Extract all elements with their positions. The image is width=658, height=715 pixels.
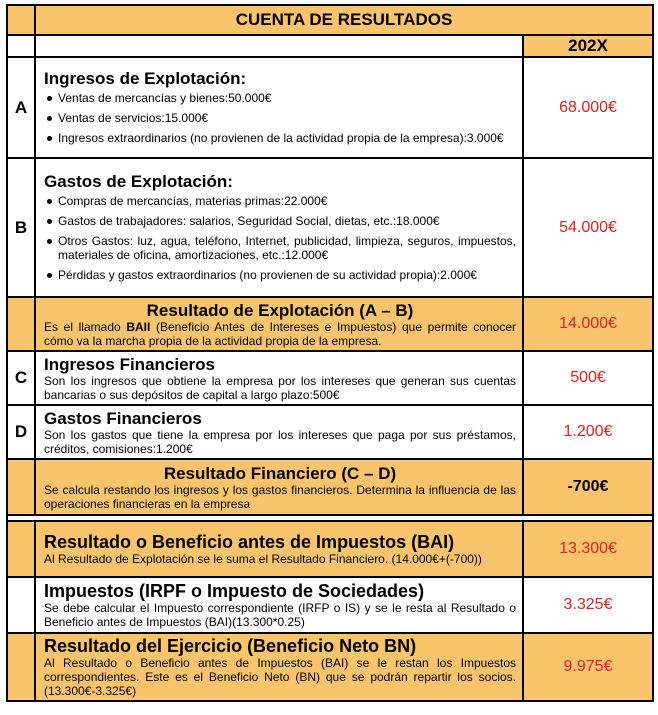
net-profit-amount: 9.975€ <box>523 633 653 701</box>
net-profit-cell <box>35 633 523 701</box>
financial-expenses-amount: 1.200€ <box>523 405 653 459</box>
table-title: CUENTA DE RESULTADOS <box>35 5 653 35</box>
letter-b: B <box>7 158 35 297</box>
financial-income-cell <box>35 351 523 405</box>
year-corner <box>7 35 35 57</box>
list-item: Ventas de mercancías y bienes:50.000€ <box>44 91 516 105</box>
row-financial-result <box>7 459 653 515</box>
list-item: Ingresos extraordinarios (no provienen de la actividad propia de la empresa):3.000€ <box>44 131 516 145</box>
taxes-text: Se debe calcular el Impuesto correspondiente (IRFP o IS) y se le resta al Resultado o Beneficio antes de Impuestos (BAI)(13.300*0.25) <box>44 601 516 629</box>
letter-c: C <box>7 351 35 405</box>
operating-expenses-amount: 54.000€ <box>523 158 653 297</box>
taxes-heading: Impuestos (IRPF o Impuesto de Sociedades) <box>44 581 425 601</box>
operating-income-cell <box>35 57 523 158</box>
row-c-financial-income <box>7 351 653 405</box>
letter-a: A <box>7 57 35 158</box>
baii-term: BAII <box>126 319 151 334</box>
row-taxes <box>7 577 653 633</box>
financial-result-heading: Resultado Financiero (C – D) <box>163 463 397 483</box>
row-d-financial-expenses <box>7 405 653 459</box>
operating-result-cell <box>35 297 523 351</box>
list-item: Otros Gastos: luz, agua, teléfono, Internet, publicidad, limpieza, seguros, impuestos, materiales de oficina, amortizaciones, etc.:12.000€ <box>44 234 516 262</box>
taxes-amount: 3.325€ <box>523 577 653 633</box>
net-profit-heading: Resultado del Ejercicio (Beneficio Neto BN) <box>44 636 417 656</box>
bai-text: Al Resultado de Explotación se le suma el Resultado Financiero. (14.000€+(-700)) <box>44 552 482 566</box>
financial-expenses-cell <box>35 405 523 459</box>
financial-income-amount: 500€ <box>523 351 653 405</box>
bai-amount: 13.300€ <box>523 521 653 577</box>
letter-d: D <box>7 405 35 459</box>
bai-cell <box>35 521 523 577</box>
operating-expenses-list <box>44 194 516 282</box>
operating-income-heading: Ingresos de Explotación: <box>44 69 247 88</box>
taxes-cell <box>35 577 523 633</box>
operating-result-amount: 14.000€ <box>523 297 653 351</box>
bai-heading: Resultado o Beneficio antes de Impuestos (BAI) <box>44 532 455 552</box>
row-net-profit <box>7 633 653 701</box>
operating-expenses-heading: Gastos de Explotación: <box>44 172 233 191</box>
operating-result-heading: Resultado de Explotación (A – B) <box>146 300 414 320</box>
operating-income-amount: 68.000€ <box>523 57 653 158</box>
row-b-operating-expenses <box>7 158 653 297</box>
operating-income-list <box>44 91 516 145</box>
title-corner <box>7 5 35 35</box>
financial-result-letter <box>7 459 35 515</box>
row-operating-result <box>7 297 653 351</box>
financial-income-text: Son los ingresos que obtiene la empresa por los intereses que generan sus cuentas bancarias o sus depósitos de capital a largo plazo:500€ <box>44 373 516 402</box>
year-header: 202X <box>523 35 653 57</box>
list-item: Ventas de servicios:15.000€ <box>44 111 516 125</box>
year-row <box>7 35 653 57</box>
financial-expenses-text: Son los gastos que tiene la empresa por los intereses que paga por sus préstamos, créditos, comisiones:1.200€ <box>44 427 516 456</box>
financial-result-cell <box>35 459 523 515</box>
net-profit-text: Al Resultado o Beneficio antes de Impuestos (BAI) se le restan los Impuestos correspondientes. Este es el Beneficio Neto (BN) que se podrán repartir los socios.(13.300€-3.325€) <box>44 656 516 698</box>
list-item: Compras de mercancías, materias primas:22.000€ <box>44 194 516 208</box>
row-bai <box>7 521 653 577</box>
operating-result-text: Es el llamado BAII (Beneficio Antes de Intereses e Impuestos) que permite conocer cómo va la marcha propia de la actividad propia de la empresa. <box>44 319 516 348</box>
taxes-letter <box>7 577 35 633</box>
income-statement-table <box>6 4 654 702</box>
list-item: Gastos de trabajadores: salarios, Seguridad Social, dietas, etc.:18.000€ <box>44 214 516 228</box>
row-a-operating-income <box>7 57 653 158</box>
list-item: Pérdidas y gastos extraordinarios (no provienen de su actividad propia):2.000€ <box>44 268 516 282</box>
net-profit-letter <box>7 633 35 701</box>
financial-income-heading: Ingresos Financieros <box>44 354 215 374</box>
financial-result-amount: -700€ <box>523 459 653 515</box>
income-statement <box>6 4 652 709</box>
title-row <box>7 5 653 35</box>
operating-result-letter <box>7 297 35 351</box>
bai-letter <box>7 521 35 577</box>
operating-expenses-cell <box>35 158 523 297</box>
financial-result-text: Se calcula restando los ingresos y los gastos financieros. Determina la influencia de las operaciones financieras en la empresa <box>44 482 516 511</box>
year-spacer <box>35 35 523 57</box>
financial-expenses-heading: Gastos Financieros <box>44 408 202 428</box>
